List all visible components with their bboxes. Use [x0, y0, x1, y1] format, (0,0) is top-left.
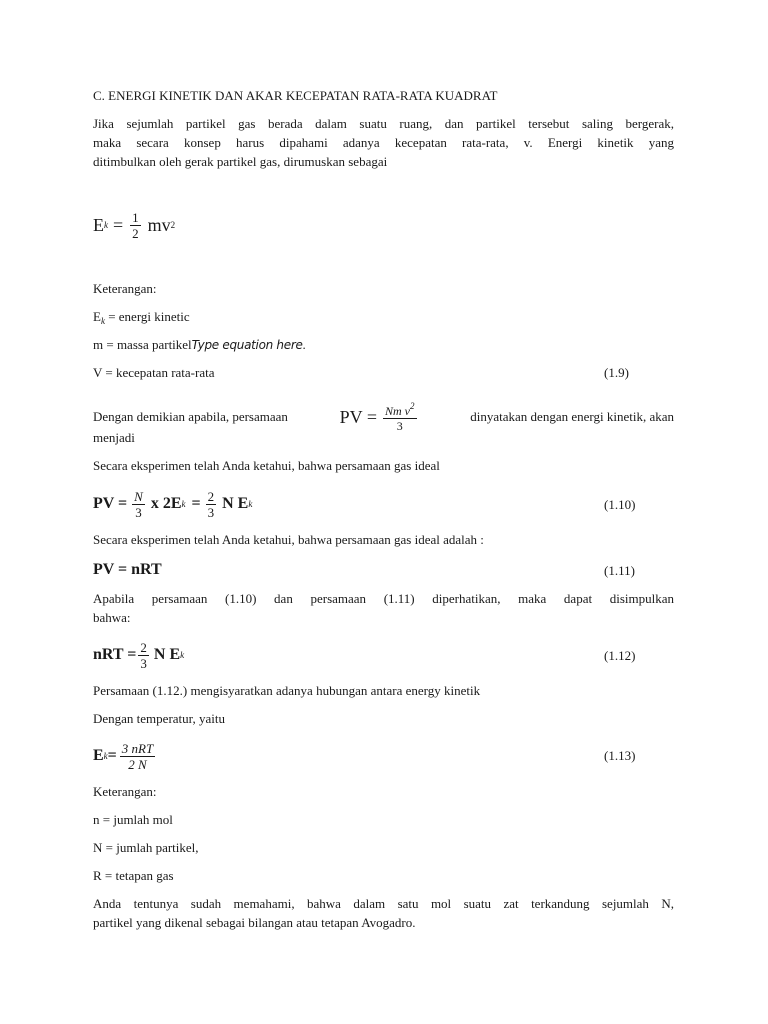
eq113-lhs-subscript: k	[103, 751, 108, 761]
ek-def-text: = energi kinetic	[108, 309, 190, 324]
relation-line-2: Dengan temperatur, yaitu	[93, 711, 225, 726]
eq112-tail-subscript: k	[180, 650, 185, 660]
two-thirds-fraction	[206, 490, 217, 519]
nmv-text: Nm v	[385, 404, 411, 418]
eq112-tail: N E	[153, 646, 181, 663]
keterangan-title-2: Keterangan:	[93, 784, 157, 799]
eq110-equals: =	[191, 495, 201, 512]
closing-line-1: Anda tentunya sudah memahami, bahwa dalam satu mol suatu zat terkandung sejumlah N,	[93, 896, 674, 911]
three-denominator: 3	[207, 504, 215, 520]
3nrt-over-2n-fraction	[120, 742, 155, 771]
ek-subscript: k	[104, 220, 108, 230]
fraction-numerator: 1	[132, 209, 139, 225]
eq113-lhs: E	[93, 747, 104, 764]
eq110-mid-subscript: k	[181, 499, 186, 509]
pv-before-text: Dengan demikian apabila, persamaan	[93, 409, 288, 424]
keterangan-R: R = tetapan gas	[93, 868, 174, 883]
equation-kinetic-energy	[93, 207, 175, 243]
keterangan-v: V = kecepatan rata-rata	[93, 365, 215, 380]
intro-line-2: maka secara konsep harus dipahami adanya kecepatan rata-rata, v. Energi kinetik yang	[93, 135, 674, 150]
equation-1-10	[93, 487, 252, 521]
ek-def-subscript: k	[100, 316, 105, 326]
fraction-denominator: 2	[132, 225, 139, 241]
experiment-line-1: Secara eksperimen telah Anda ketahui, bahwa persamaan gas ideal	[93, 458, 440, 473]
keterangan-m	[93, 337, 306, 353]
conclude-line-2: bahwa:	[93, 610, 131, 625]
mv-term: mv	[147, 214, 171, 235]
equation-1-12	[93, 638, 184, 672]
eq113-numerator: 3 nRT	[121, 740, 154, 756]
equation-number-1-9: (1.9)	[604, 365, 629, 380]
relation-line-1: Persamaan (1.12.) mengisyaratkan adanya hubungan antara energy kinetik	[93, 683, 481, 698]
nmv-numerator	[383, 402, 417, 419]
section-heading: C. ENERGI KINETIK DAN AKAR KECEPATAN RATA-RATA KUADRAT	[93, 88, 498, 103]
eq113-equals: =	[107, 747, 117, 764]
keterangan-n: n = jumlah mol	[93, 812, 173, 827]
equation-1-11	[93, 560, 162, 580]
eq110-mid: x 2E	[150, 495, 182, 512]
placeholder-dot: .	[302, 337, 306, 352]
equation-number-1-13: (1.13)	[604, 748, 636, 763]
ek-def-symbol: E	[93, 309, 101, 324]
nmv-exponent: 2	[410, 401, 415, 411]
pv-paragraph-line-1	[93, 402, 674, 432]
conclude-line-1: Apabila persamaan (1.10) dan persamaan (1.11) diperhatikan, maka dapat disimpulkan	[93, 591, 674, 606]
experiment-line-2: Secara eksperimen telah Anda ketahui, bahwa persamaan gas ideal adalah :	[93, 532, 484, 547]
closing-line-2: partikel yang dikenal sebagai bilangan atau tetapan Avogadro.	[93, 915, 416, 930]
eq112-two-thirds	[138, 641, 149, 670]
pv-inline-equation	[340, 402, 419, 432]
eq113-denominator: 2 N	[128, 756, 147, 772]
ek-symbol: E	[93, 214, 104, 235]
ek-equals: =	[113, 214, 124, 235]
pv-paragraph-line-2: menjadi	[93, 430, 135, 445]
pv-lhs: PV =	[339, 407, 378, 427]
equation-number-1-12: (1.12)	[604, 648, 636, 663]
eq110-tail: N E	[222, 495, 249, 512]
mv-exponent: 2	[170, 220, 176, 230]
n-denominator: 3	[135, 504, 142, 520]
eq112-denominator: 3	[140, 655, 147, 671]
equation-placeholder[interactable]: Type equation here	[191, 338, 303, 352]
keterangan-title-1: Keterangan:	[93, 281, 157, 296]
eq112-lhs: nRT =	[93, 646, 137, 663]
nmv2-over-3-fraction	[383, 402, 417, 432]
intro-line-3: ditimbulkan oleh gerak partikel gas, dirumuskan sebagai	[93, 154, 388, 169]
eq110-lhs: PV =	[93, 495, 128, 512]
intro-line-1: Jika sejumlah partikel gas berada dalam suatu ruang, dan partikel tersebut saling bergerak,	[93, 116, 674, 131]
eq110-tail-subscript: k	[248, 499, 253, 509]
n-numerator: N	[134, 488, 143, 504]
eq112-numerator: 2	[140, 639, 147, 655]
nmv-denominator: 3	[396, 419, 403, 433]
n-over-3-fraction	[132, 490, 145, 519]
pv-after-text: dinyatakan dengan energi kinetik, akan	[470, 409, 674, 424]
two-numerator: 2	[207, 488, 215, 504]
equation-number-1-10: (1.10)	[604, 497, 636, 512]
eq111-text: PV = nRT	[93, 561, 162, 578]
equation-number-1-11: (1.11)	[604, 563, 635, 578]
m-def-text: m = massa partikel	[93, 337, 192, 352]
keterangan-ek	[93, 309, 190, 329]
one-half-fraction	[130, 211, 141, 240]
equation-1-13	[93, 738, 157, 774]
keterangan-N: N = jumlah partikel,	[93, 840, 199, 855]
